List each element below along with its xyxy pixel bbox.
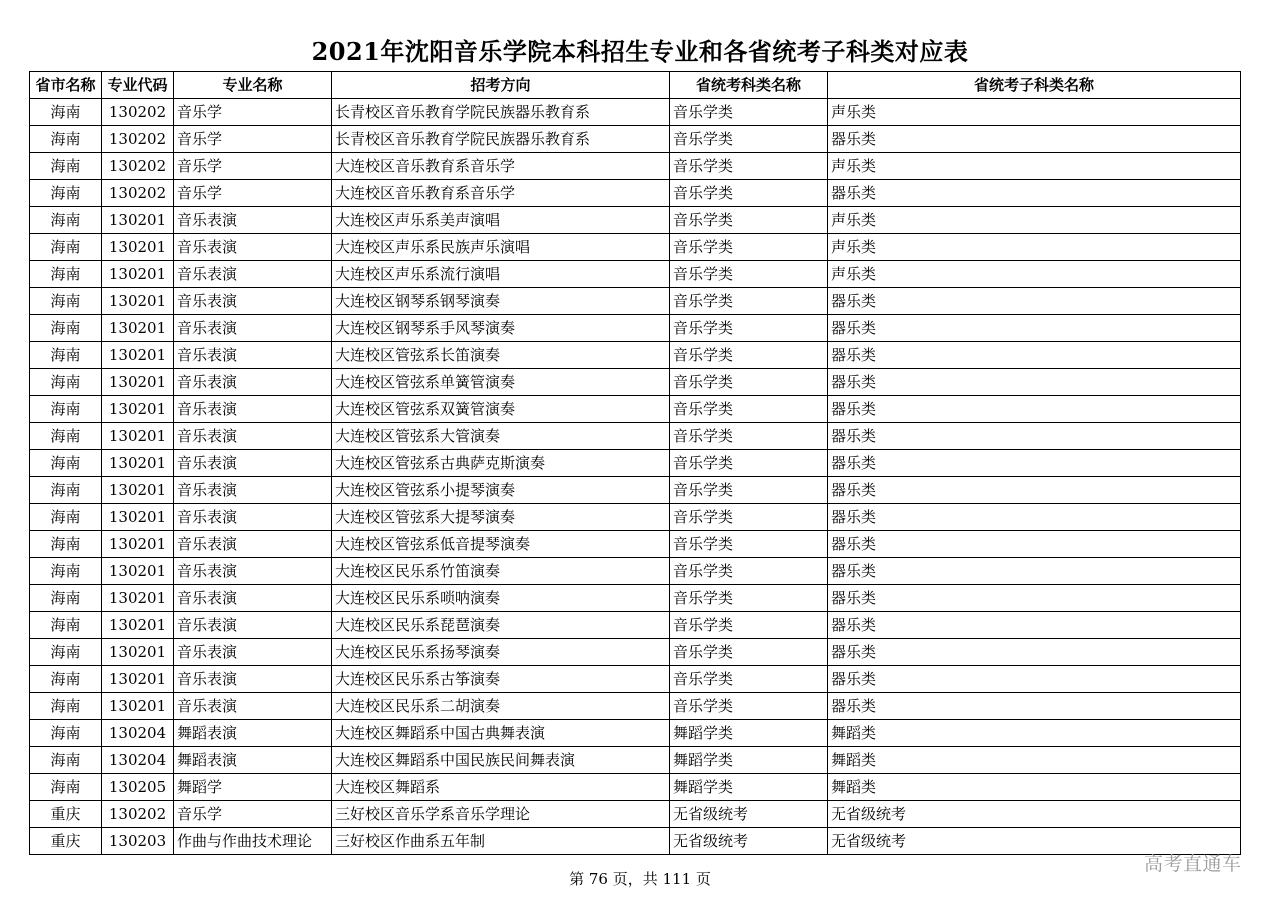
cell-exam-subcategory: 声乐类 — [828, 261, 1241, 288]
cell-direction: 大连校区管弦系单簧管演奏 — [332, 369, 670, 396]
cell-major-name: 音乐表演 — [174, 666, 332, 693]
cell-direction: 大连校区舞蹈系中国古典舞表演 — [332, 720, 670, 747]
cell-exam-subcategory: 器乐类 — [828, 693, 1241, 720]
table-row — [30, 504, 1241, 531]
cell-direction: 大连校区民乐系竹笛演奏 — [332, 558, 670, 585]
page-title: 2021年沈阳音乐学院本科招生专业和各省统考子科类对应表 — [311, 37, 969, 66]
cell-direction: 大连校区钢琴系手风琴演奏 — [332, 315, 670, 342]
cell-exam-category: 音乐学类 — [670, 234, 828, 261]
cell-province: 海南 — [30, 720, 102, 747]
cell-direction: 大连校区管弦系古典萨克斯演奏 — [332, 450, 670, 477]
cell-province: 海南 — [30, 207, 102, 234]
cell-major-code: 130201 — [102, 342, 174, 369]
cell-province: 海南 — [30, 612, 102, 639]
cell-exam-category: 音乐学类 — [670, 369, 828, 396]
cell-province: 海南 — [30, 153, 102, 180]
cell-province: 海南 — [30, 126, 102, 153]
cell-major-name: 音乐表演 — [174, 342, 332, 369]
cell-exam-category: 音乐学类 — [670, 585, 828, 612]
cell-direction: 三好校区音乐学系音乐学理论 — [332, 801, 670, 828]
header-direction: 招考方向 — [332, 72, 670, 99]
cell-major-code: 130201 — [102, 558, 174, 585]
cell-major-code: 130201 — [102, 504, 174, 531]
cell-major-code: 130201 — [102, 207, 174, 234]
cell-province: 海南 — [30, 774, 102, 801]
cell-exam-subcategory: 器乐类 — [828, 315, 1241, 342]
cell-major-code: 130201 — [102, 477, 174, 504]
header-province: 省市名称 — [30, 72, 102, 99]
cell-major-code: 130201 — [102, 585, 174, 612]
cell-direction: 大连校区民乐系琵琶演奏 — [332, 612, 670, 639]
cell-province: 海南 — [30, 99, 102, 126]
table-row — [30, 153, 1241, 180]
cell-province: 海南 — [30, 585, 102, 612]
cell-major-code: 130201 — [102, 261, 174, 288]
cell-exam-subcategory: 舞蹈类 — [828, 747, 1241, 774]
cell-exam-subcategory: 器乐类 — [828, 477, 1241, 504]
cell-major-name: 音乐表演 — [174, 234, 332, 261]
cell-province: 海南 — [30, 747, 102, 774]
cell-province: 海南 — [30, 423, 102, 450]
cell-exam-subcategory: 器乐类 — [828, 396, 1241, 423]
header-exam-subcategory: 省统考子科类名称 — [828, 72, 1241, 99]
table-row — [30, 558, 1241, 585]
cell-exam-subcategory: 器乐类 — [828, 369, 1241, 396]
cell-major-name: 音乐表演 — [174, 315, 332, 342]
cell-major-name: 音乐表演 — [174, 612, 332, 639]
cell-exam-category: 舞蹈学类 — [670, 774, 828, 801]
cell-exam-category: 音乐学类 — [670, 153, 828, 180]
cell-province: 海南 — [30, 261, 102, 288]
table-row — [30, 450, 1241, 477]
cell-major-code: 130201 — [102, 666, 174, 693]
cell-direction: 大连校区声乐系民族声乐演唱 — [332, 234, 670, 261]
cell-exam-category: 无省级统考 — [670, 801, 828, 828]
table-row — [30, 423, 1241, 450]
cell-major-code: 130201 — [102, 423, 174, 450]
cell-direction: 大连校区声乐系美声演唱 — [332, 207, 670, 234]
cell-direction: 大连校区管弦系双簧管演奏 — [332, 396, 670, 423]
cell-direction: 大连校区民乐系唢呐演奏 — [332, 585, 670, 612]
cell-exam-subcategory: 器乐类 — [828, 450, 1241, 477]
cell-major-name: 音乐表演 — [174, 423, 332, 450]
cell-major-code: 130201 — [102, 369, 174, 396]
cell-province: 海南 — [30, 180, 102, 207]
cell-direction: 大连校区音乐教育系音乐学 — [332, 180, 670, 207]
cell-exam-category: 舞蹈学类 — [670, 720, 828, 747]
cell-province: 海南 — [30, 477, 102, 504]
cell-exam-subcategory: 声乐类 — [828, 234, 1241, 261]
cell-exam-category: 音乐学类 — [670, 612, 828, 639]
cell-major-name: 音乐表演 — [174, 504, 332, 531]
cell-province: 海南 — [30, 666, 102, 693]
table-row — [30, 828, 1241, 855]
cell-exam-subcategory: 器乐类 — [828, 423, 1241, 450]
cell-direction: 大连校区声乐系流行演唱 — [332, 261, 670, 288]
cell-exam-category: 音乐学类 — [670, 531, 828, 558]
cell-exam-category: 舞蹈学类 — [670, 747, 828, 774]
cell-direction: 长青校区音乐教育学院民族器乐教育系 — [332, 126, 670, 153]
cell-exam-subcategory: 器乐类 — [828, 126, 1241, 153]
cell-direction: 大连校区管弦系低音提琴演奏 — [332, 531, 670, 558]
cell-exam-category: 音乐学类 — [670, 315, 828, 342]
cell-direction: 大连校区音乐教育系音乐学 — [332, 153, 670, 180]
cell-major-name: 音乐学 — [174, 801, 332, 828]
cell-province: 海南 — [30, 396, 102, 423]
cell-major-name: 音乐表演 — [174, 531, 332, 558]
cell-major-name: 音乐表演 — [174, 369, 332, 396]
cell-province: 海南 — [30, 450, 102, 477]
cell-exam-category: 音乐学类 — [670, 639, 828, 666]
cell-province: 海南 — [30, 504, 102, 531]
watermark-text: 高考直通车 — [1144, 853, 1242, 875]
cell-major-code: 130204 — [102, 720, 174, 747]
table-row — [30, 585, 1241, 612]
table-row — [30, 288, 1241, 315]
cell-exam-category: 音乐学类 — [670, 288, 828, 315]
cell-major-code: 130205 — [102, 774, 174, 801]
cell-major-name: 音乐表演 — [174, 396, 332, 423]
table-row — [30, 477, 1241, 504]
cell-province: 海南 — [30, 558, 102, 585]
cell-exam-subcategory: 无省级统考 — [828, 828, 1241, 855]
cell-major-code: 130202 — [102, 153, 174, 180]
cell-exam-subcategory: 器乐类 — [828, 288, 1241, 315]
cell-direction: 长青校区音乐教育学院民族器乐教育系 — [332, 99, 670, 126]
table-row — [30, 396, 1241, 423]
cell-major-name: 舞蹈表演 — [174, 720, 332, 747]
table-row — [30, 207, 1241, 234]
table-header-row — [30, 72, 1241, 99]
table-row — [30, 315, 1241, 342]
cell-exam-category: 音乐学类 — [670, 423, 828, 450]
header-exam-category: 省统考科类名称 — [670, 72, 828, 99]
cell-direction: 大连校区民乐系古筝演奏 — [332, 666, 670, 693]
cell-direction: 大连校区管弦系长笛演奏 — [332, 342, 670, 369]
cell-direction: 三好校区作曲系五年制 — [332, 828, 670, 855]
cell-direction: 大连校区舞蹈系中国民族民间舞表演 — [332, 747, 670, 774]
cell-major-name: 音乐表演 — [174, 693, 332, 720]
cell-major-code: 130203 — [102, 828, 174, 855]
cell-exam-category: 音乐学类 — [670, 126, 828, 153]
cell-major-name: 音乐表演 — [174, 558, 332, 585]
cell-province: 海南 — [30, 639, 102, 666]
cell-major-name: 音乐表演 — [174, 207, 332, 234]
cell-exam-subcategory: 器乐类 — [828, 504, 1241, 531]
cell-major-code: 130201 — [102, 693, 174, 720]
cell-exam-category: 音乐学类 — [670, 342, 828, 369]
header-major-code: 专业代码 — [102, 72, 174, 99]
cell-major-code: 130202 — [102, 801, 174, 828]
page-footer: 第 76 页，共 111 页 — [569, 870, 711, 888]
table-row — [30, 747, 1241, 774]
cell-major-code: 130202 — [102, 99, 174, 126]
cell-exam-subcategory: 舞蹈类 — [828, 774, 1241, 801]
table-body — [30, 99, 1241, 855]
cell-exam-subcategory: 器乐类 — [828, 180, 1241, 207]
cell-major-name: 音乐表演 — [174, 288, 332, 315]
cell-exam-subcategory: 器乐类 — [828, 585, 1241, 612]
cell-exam-subcategory: 器乐类 — [828, 612, 1241, 639]
cell-major-code: 130204 — [102, 747, 174, 774]
cell-exam-category: 音乐学类 — [670, 666, 828, 693]
table-row — [30, 234, 1241, 261]
cell-direction: 大连校区舞蹈系 — [332, 774, 670, 801]
table-row — [30, 99, 1241, 126]
cell-province: 海南 — [30, 369, 102, 396]
cell-province: 重庆 — [30, 828, 102, 855]
cell-direction: 大连校区民乐系二胡演奏 — [332, 693, 670, 720]
cell-exam-category: 音乐学类 — [670, 99, 828, 126]
cell-province: 海南 — [30, 234, 102, 261]
table-row — [30, 693, 1241, 720]
cell-major-code: 130201 — [102, 396, 174, 423]
cell-direction: 大连校区管弦系小提琴演奏 — [332, 477, 670, 504]
cell-exam-category: 无省级统考 — [670, 828, 828, 855]
cell-major-code: 130202 — [102, 180, 174, 207]
cell-exam-category: 音乐学类 — [670, 504, 828, 531]
cell-exam-subcategory: 声乐类 — [828, 207, 1241, 234]
table-row — [30, 666, 1241, 693]
correspondence-table — [29, 71, 1241, 855]
cell-major-name: 音乐学 — [174, 153, 332, 180]
cell-major-name: 音乐表演 — [174, 639, 332, 666]
cell-exam-category: 音乐学类 — [670, 261, 828, 288]
table-row — [30, 531, 1241, 558]
cell-major-name: 作曲与作曲技术理论 — [174, 828, 332, 855]
table-row — [30, 774, 1241, 801]
cell-major-name: 音乐学 — [174, 180, 332, 207]
table-row — [30, 342, 1241, 369]
cell-major-name: 音乐表演 — [174, 261, 332, 288]
cell-exam-subcategory: 声乐类 — [828, 153, 1241, 180]
cell-exam-subcategory: 声乐类 — [828, 99, 1241, 126]
cell-province: 海南 — [30, 288, 102, 315]
cell-province: 海南 — [30, 531, 102, 558]
cell-major-name: 舞蹈学 — [174, 774, 332, 801]
cell-direction: 大连校区管弦系大提琴演奏 — [332, 504, 670, 531]
cell-exam-subcategory: 器乐类 — [828, 666, 1241, 693]
cell-exam-category: 音乐学类 — [670, 477, 828, 504]
cell-exam-category: 音乐学类 — [670, 693, 828, 720]
cell-exam-category: 音乐学类 — [670, 207, 828, 234]
cell-exam-category: 音乐学类 — [670, 180, 828, 207]
cell-major-name: 音乐表演 — [174, 477, 332, 504]
cell-province: 重庆 — [30, 801, 102, 828]
cell-direction: 大连校区管弦系大管演奏 — [332, 423, 670, 450]
cell-major-name: 音乐表演 — [174, 450, 332, 477]
cell-major-code: 130201 — [102, 639, 174, 666]
cell-province: 海南 — [30, 315, 102, 342]
cell-major-code: 130201 — [102, 315, 174, 342]
table-row — [30, 126, 1241, 153]
cell-exam-subcategory: 无省级统考 — [828, 801, 1241, 828]
table-row — [30, 639, 1241, 666]
cell-exam-subcategory: 舞蹈类 — [828, 720, 1241, 747]
cell-major-code: 130201 — [102, 612, 174, 639]
cell-exam-subcategory: 器乐类 — [828, 531, 1241, 558]
cell-exam-category: 音乐学类 — [670, 396, 828, 423]
cell-direction: 大连校区钢琴系钢琴演奏 — [332, 288, 670, 315]
cell-major-name: 音乐学 — [174, 126, 332, 153]
table-row — [30, 180, 1241, 207]
cell-major-code: 130201 — [102, 450, 174, 477]
cell-exam-category: 音乐学类 — [670, 558, 828, 585]
table-row — [30, 801, 1241, 828]
cell-major-name: 舞蹈表演 — [174, 747, 332, 774]
cell-major-name: 音乐表演 — [174, 585, 332, 612]
cell-major-code: 130202 — [102, 126, 174, 153]
cell-major-code: 130201 — [102, 531, 174, 558]
cell-exam-subcategory: 器乐类 — [828, 342, 1241, 369]
cell-major-code: 130201 — [102, 288, 174, 315]
cell-province: 海南 — [30, 342, 102, 369]
table-row — [30, 612, 1241, 639]
cell-exam-subcategory: 器乐类 — [828, 558, 1241, 585]
header-major-name: 专业名称 — [174, 72, 332, 99]
cell-direction: 大连校区民乐系扬琴演奏 — [332, 639, 670, 666]
table-row — [30, 261, 1241, 288]
cell-major-code: 130201 — [102, 234, 174, 261]
cell-exam-subcategory: 器乐类 — [828, 639, 1241, 666]
table-row — [30, 720, 1241, 747]
cell-province: 海南 — [30, 693, 102, 720]
table-row — [30, 369, 1241, 396]
cell-exam-category: 音乐学类 — [670, 450, 828, 477]
cell-major-name: 音乐学 — [174, 99, 332, 126]
